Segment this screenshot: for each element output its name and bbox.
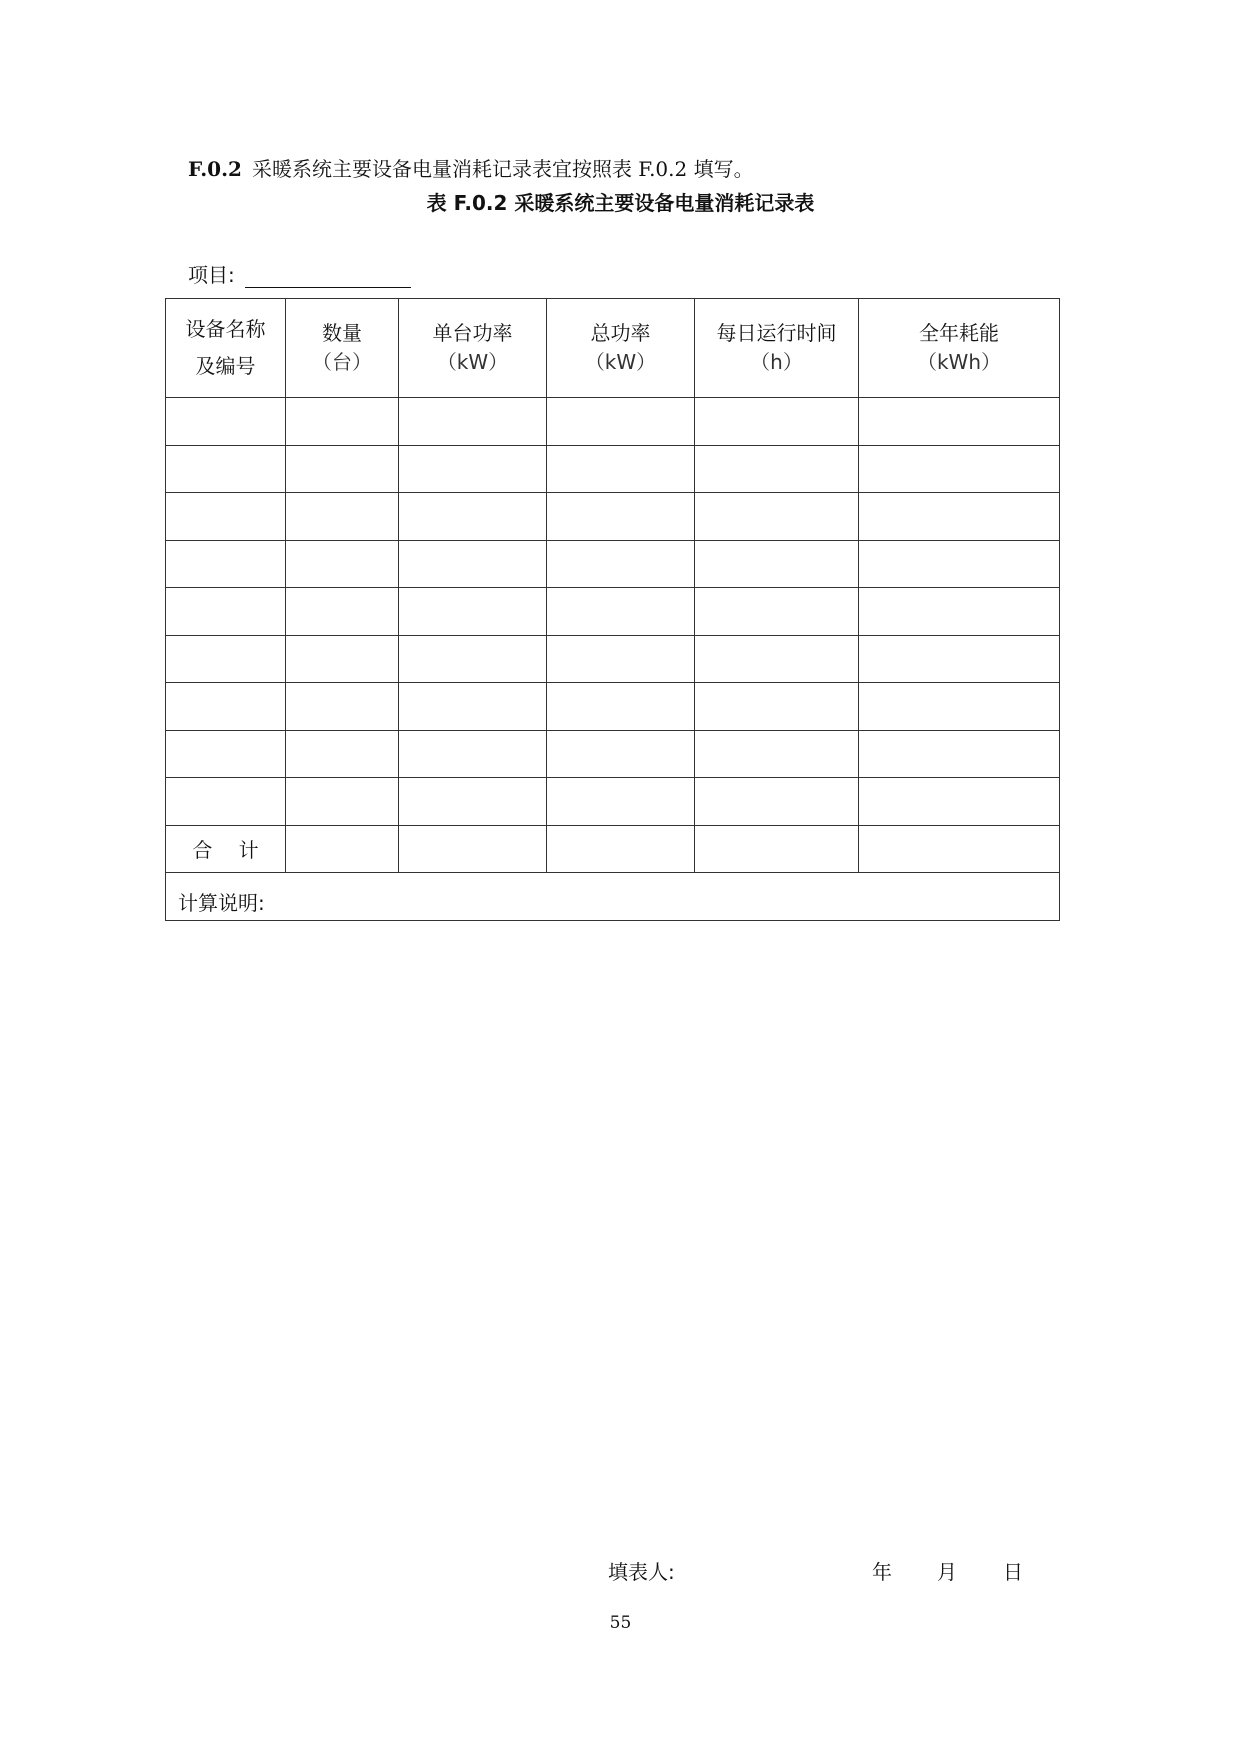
- header-annual-energy: 全年耗能 （kWh）: [859, 299, 1060, 398]
- table-cell[interactable]: [859, 398, 1060, 446]
- intro-paragraph: [188, 153, 754, 182]
- table-cell[interactable]: [547, 445, 695, 493]
- total-cell[interactable]: [286, 825, 399, 873]
- table-cell[interactable]: [547, 683, 695, 731]
- table-cell[interactable]: [399, 588, 547, 636]
- total-cell[interactable]: [547, 825, 695, 873]
- table-cell[interactable]: [286, 398, 399, 446]
- table-cell[interactable]: [695, 540, 859, 588]
- table-cell[interactable]: [695, 445, 859, 493]
- table-cell[interactable]: [286, 588, 399, 636]
- table-cell[interactable]: [859, 730, 1060, 778]
- page-number: 55: [609, 1613, 632, 1633]
- table-cell[interactable]: [695, 588, 859, 636]
- header-quantity: 数量 （台）: [286, 299, 399, 398]
- intro-text: 采暖系统主要设备电量消耗记录表宜按照表 F.0.2 填写。: [251, 157, 754, 181]
- table-cell[interactable]: [166, 683, 286, 731]
- table-cell[interactable]: [547, 398, 695, 446]
- table-cell[interactable]: [859, 493, 1060, 541]
- table-cell[interactable]: [166, 635, 286, 683]
- project-input-line[interactable]: [245, 265, 411, 288]
- table-cell[interactable]: [547, 778, 695, 826]
- notes-label: 计算说明:: [178, 891, 265, 915]
- date-day-label: 日: [1003, 1560, 1023, 1584]
- table-cell[interactable]: [286, 540, 399, 588]
- table-row: [166, 730, 1060, 778]
- table-cell[interactable]: [859, 445, 1060, 493]
- table-cell[interactable]: [859, 588, 1060, 636]
- filler-label: 填表人:: [608, 1560, 675, 1584]
- table-cell[interactable]: [166, 588, 286, 636]
- table-cell[interactable]: [695, 635, 859, 683]
- table-cell[interactable]: [286, 730, 399, 778]
- table-cell[interactable]: [695, 398, 859, 446]
- header-total-power: 总功率 （kW）: [547, 299, 695, 398]
- header-unit-power: 单台功率 （kW）: [399, 299, 547, 398]
- notes-row: [166, 873, 1060, 921]
- table-cell[interactable]: [547, 730, 695, 778]
- table-cell[interactable]: [859, 635, 1060, 683]
- table-caption: 表 F.0.2 采暖系统主要设备电量消耗记录表: [426, 191, 815, 215]
- table-cell[interactable]: [166, 730, 286, 778]
- table-cell[interactable]: [547, 540, 695, 588]
- table-cell[interactable]: [547, 635, 695, 683]
- table-cell[interactable]: [547, 588, 695, 636]
- table-row: [166, 778, 1060, 826]
- table-cell[interactable]: [399, 445, 547, 493]
- table-cell[interactable]: [695, 683, 859, 731]
- table-cell[interactable]: [399, 778, 547, 826]
- table-row: [166, 588, 1060, 636]
- table-cell[interactable]: [859, 540, 1060, 588]
- date-year-label: 年: [872, 1560, 892, 1584]
- total-cell[interactable]: [695, 825, 859, 873]
- table-cell[interactable]: [399, 730, 547, 778]
- table-row: [166, 683, 1060, 731]
- header-daily-runtime: 每日运行时间 （h）: [695, 299, 859, 398]
- table-cell[interactable]: [695, 493, 859, 541]
- total-cell[interactable]: [859, 825, 1060, 873]
- table-cell[interactable]: [859, 683, 1060, 731]
- table-cell[interactable]: [166, 445, 286, 493]
- table-cell[interactable]: [399, 493, 547, 541]
- calculation-notes-area[interactable]: [166, 873, 1060, 921]
- clause-number: F.0.2: [188, 157, 242, 181]
- table-cell[interactable]: [166, 540, 286, 588]
- table-cell[interactable]: [286, 635, 399, 683]
- energy-record-table: [165, 298, 1060, 921]
- table-cell[interactable]: [399, 540, 547, 588]
- table-cell[interactable]: [859, 778, 1060, 826]
- table-row: [166, 398, 1060, 446]
- date-month-label: 月: [937, 1560, 957, 1584]
- header-equipment-name: 设备名称 及编号: [166, 299, 286, 398]
- total-cell[interactable]: [399, 825, 547, 873]
- table-row: [166, 493, 1060, 541]
- header-row: [166, 299, 1060, 398]
- table-cell[interactable]: [547, 493, 695, 541]
- table-cell[interactable]: [286, 445, 399, 493]
- table-cell[interactable]: [399, 635, 547, 683]
- project-field: [188, 259, 411, 288]
- table-cell[interactable]: [166, 493, 286, 541]
- table-cell[interactable]: [286, 778, 399, 826]
- table-cell[interactable]: [695, 778, 859, 826]
- table-cell[interactable]: [166, 778, 286, 826]
- table-row: [166, 635, 1060, 683]
- table-row: [166, 540, 1060, 588]
- table-cell[interactable]: [399, 683, 547, 731]
- project-label: 项目:: [188, 263, 235, 287]
- table-cell[interactable]: [286, 493, 399, 541]
- table-cell[interactable]: [166, 398, 286, 446]
- table-cell[interactable]: [286, 683, 399, 731]
- total-label: 合 计: [166, 825, 286, 873]
- table-row: [166, 445, 1060, 493]
- table-cell[interactable]: [399, 398, 547, 446]
- total-row: [166, 825, 1060, 873]
- table-cell[interactable]: [695, 730, 859, 778]
